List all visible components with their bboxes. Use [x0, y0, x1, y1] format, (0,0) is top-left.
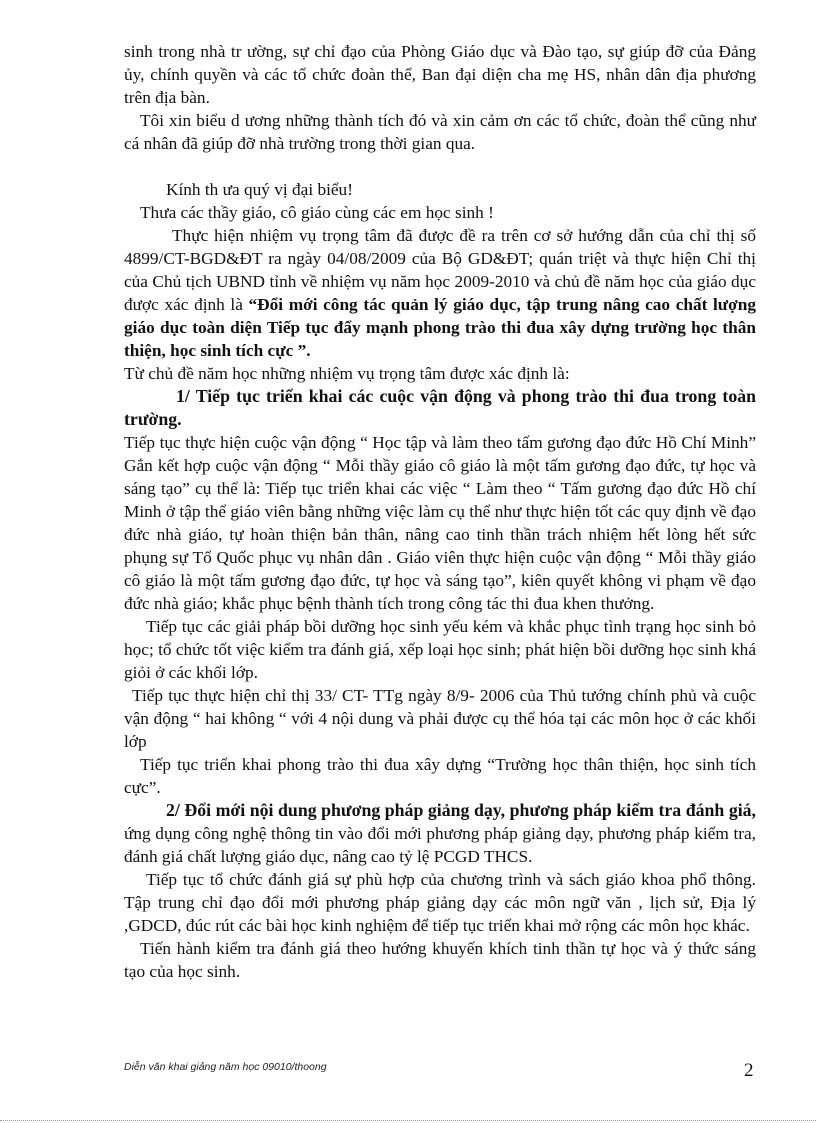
paragraph: 2/ Đổi mới nội dung phương pháp giảng dạy, phương pháp kiểm tra đánh giá, ứng dụng công nghệ thông tin vào đổi mới phương pháp giảng dạy, phương pháp kiểm tra, đánh giá chất lượng giáo dục, nâng cao tỷ lệ PCGD THCS. — [124, 800, 756, 866]
footer-note: Diễn văn khai giảng năm học 09010/thoong — [124, 1061, 327, 1073]
paragraph: sinh trong nhà tr ường, sự chỉ đạo của Phòng Giáo dục và Đào tạo, sự giúp đỡ của Đảng ủy, chính quyền và các tổ chức đoàn thể, Ban đại diện cha mẹ HS, nhân dân địa phương trên địa bàn. — [124, 42, 756, 107]
paragraph: Tôi xin biểu d ương những thành tích đó và xin cảm ơn các tổ chức, đoàn thể cũng như cá nhân đã giúp đỡ nhà trường trong thời gian qua. — [124, 111, 756, 153]
salutation: Kính th ưa quý vị đại biểu! — [166, 180, 353, 199]
body-text — [124, 40, 756, 983]
page-number: 2 — [744, 1060, 754, 1081]
paragraph: Tiếp tục thực hiện cuộc vận động “ Học tập và làm theo tấm gương đạo đức Hồ Chí Minh” Gắn kết hợp cuộc vận động “ Mỗi thầy giáo cô giáo là một tấm gương đạo đức, tự học và sáng tạo” cụ thể là: Tiếp tục triển khai các việc “ Làm theo “ Tấm gương đạo đức Hồ chí Minh ở tập thể giáo viên bằng những việc làm cụ thể như thực hiện tốt các quy định về đạo đức nhà giáo, tự hoàn thiện bản thân, nâng cao tinh thần trách nhiệm hết lòng hết sức phụng sự Tổ Quốc phục vụ nhân dân . Giáo viên thực hiện cuộc vận động “ Mỗi thầy giáo cô giáo là một tấm gương đạo đức, tự học và sáng tạo”, kiên quyết không vi phạm về đạo đức nhà giáo; khắc phục bệnh thành tích trong công tác thi đua khen thưởng. — [124, 433, 756, 613]
paragraph: Tiến hành kiểm tra đánh giá theo hướng khuyến khích tinh thần tự học và ý thức sáng tạo của học sinh. — [124, 939, 756, 981]
paragraph: Thực hiện nhiệm vụ trọng tâm đã được đề ra trên cơ sở hướng dẫn của chỉ thị số 4899/CT-BGD&ĐT ra ngày 04/08/2009 của Bộ GD&ĐT; quán triệt và thực hiện Chỉ thị của Chủ tịch UBND tỉnh về nhiệm vụ năm học 2009-2010 và chủ đề năm học của giáo dục được xác định là “Đổi mới công tác quản lý giáo dục, tập trung nâng cao chất lượng giáo dục toàn diện Tiếp tục đẩy mạnh phong trào thi đua xây dựng trường học thân thiện, học sinh tích cực ”. — [124, 226, 756, 360]
paragraph: Tiếp tục tổ chức đánh giá sự phù hợp của chương trình và sách giáo khoa phổ thông. Tập trung chỉ đạo đổi mới phương pháp giảng dạy các môn ngữ văn , lịch sử, Địa lý ,GDCD, đúc rút các bài học kinh nghiệm để tiếp tục triển khai mở rộng các môn học khác. — [124, 870, 756, 935]
section-heading: 2/ Đổi mới nội dung phương pháp giảng dạy, phương pháp kiểm tra đánh giá, — [166, 800, 756, 820]
theme-statement: “Đổi mới công tác quản lý giáo dục, tập trung nâng cao chất lượng giáo dục toàn diện Tiếp tục đẩy mạnh phong trào thi đua xây dựng trường học thân thiện, học sinh tích cực ”. — [124, 295, 756, 360]
section-heading: 1/ Tiếp tục triển khai các cuộc vận động và phong trào thi đua trong toàn trường. — [124, 386, 756, 429]
paragraph: Tiếp tục các giải pháp bồi dưỡng học sinh yếu kém và khắc phục tình trạng học sinh bỏ học; tổ chức tốt việc kiểm tra đánh giá, xếp loại học sinh; phát hiện bồi dưỡng học sinh khá giỏi ở các khối lớp. — [124, 617, 756, 682]
salutation: Thưa các thầy giáo, cô giáo cùng các em học sinh ! — [140, 203, 494, 222]
spacer — [124, 155, 756, 178]
paragraph: Từ chủ đề năm học những nhiệm vụ trọng tâm được xác định là: — [124, 364, 570, 383]
page-bottom-rule — [0, 1120, 816, 1121]
paragraph: Tiếp tục thực hiện chỉ thị 33/ CT- TTg ngày 8/9- 2006 của Thủ tướng chính phủ và cuộc vận động “ hai không “ với 4 nội dung và phải được cụ thể hóa tại các môn học ở các khối lớp — [124, 686, 756, 751]
paragraph: Tiếp tục triển khai phong trào thi đua xây dựng “Trường học thân thiện, học sinh tích cực”. — [124, 755, 756, 797]
